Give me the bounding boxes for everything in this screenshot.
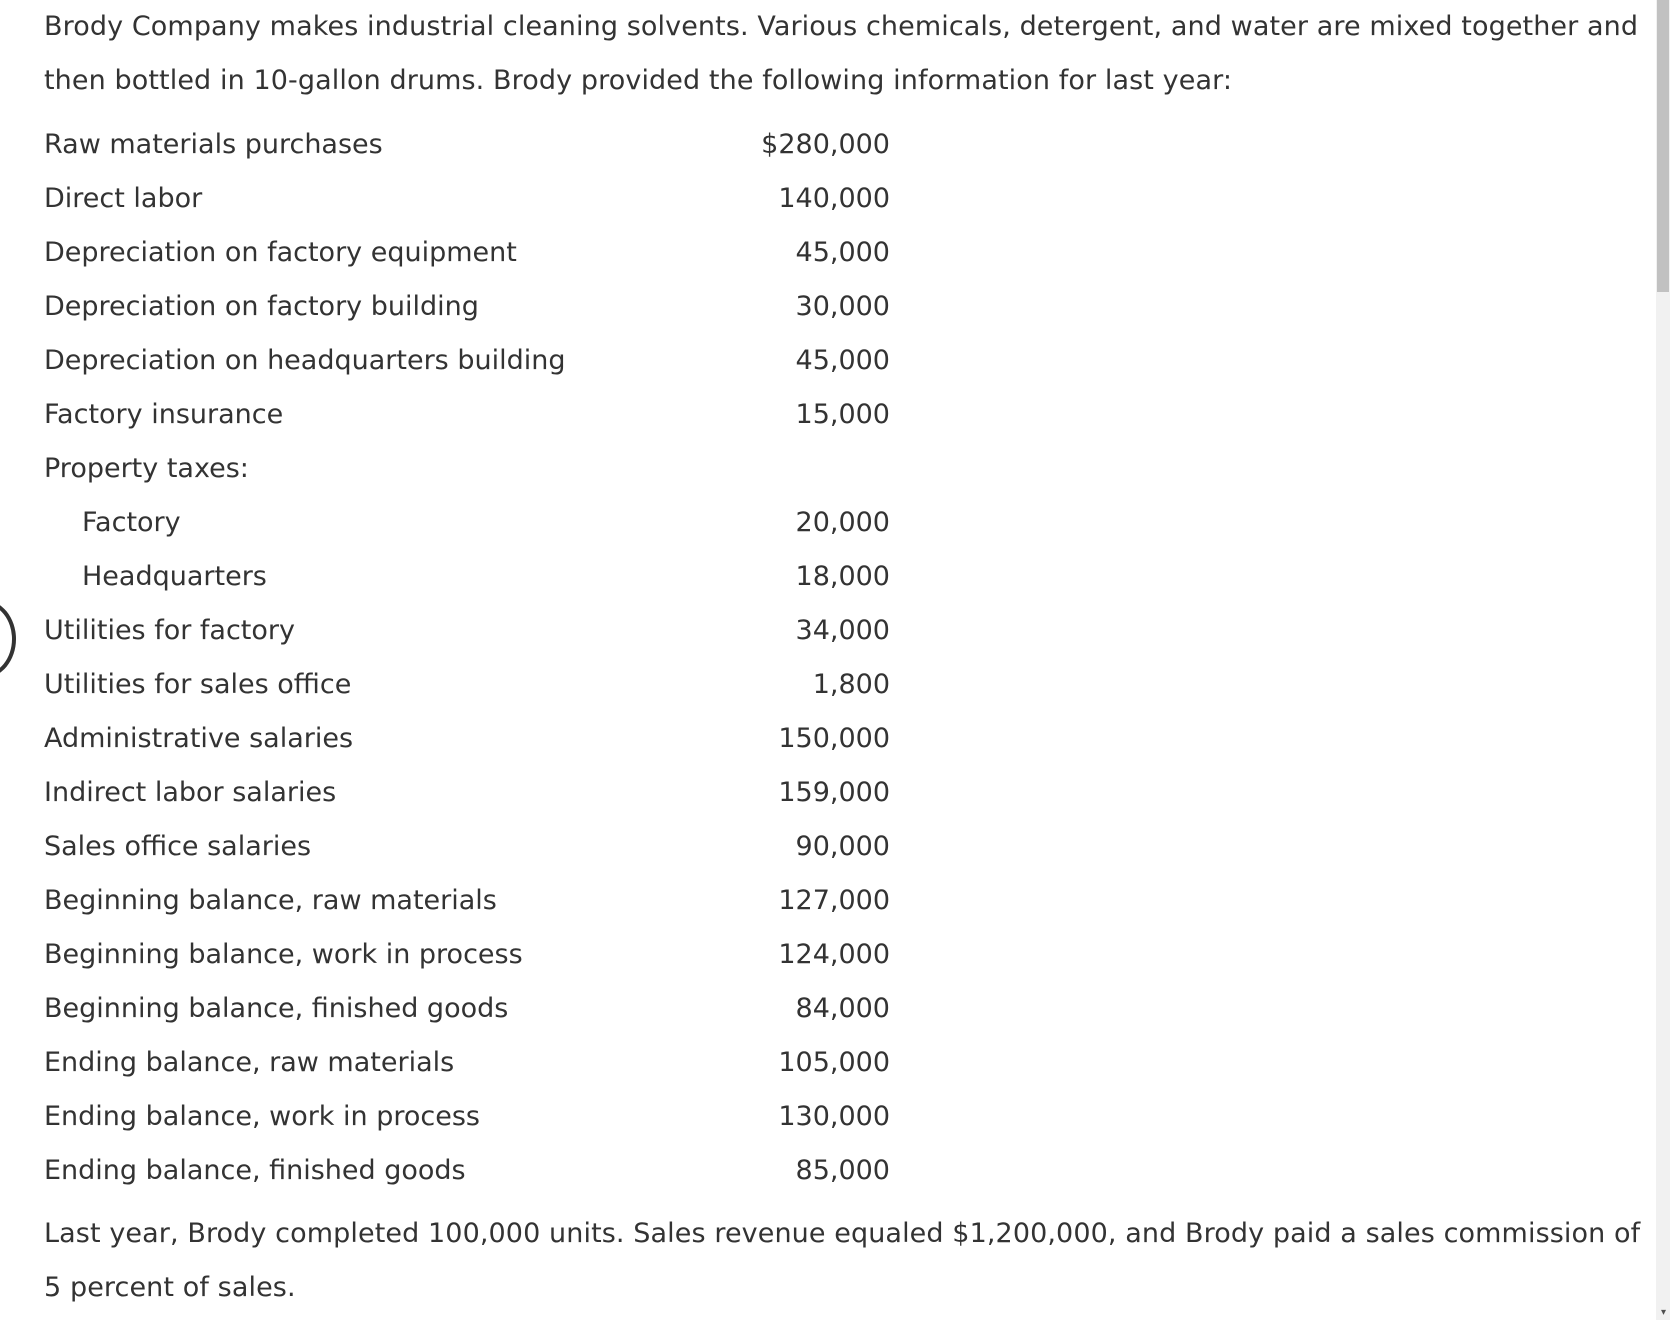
- row-value: 15,000: [795, 398, 890, 430]
- row-value: 130,000: [778, 1100, 890, 1132]
- row-label: Depreciation on factory building: [44, 290, 479, 322]
- cost-data-table: [44, 117, 890, 1197]
- row-value: 20,000: [795, 506, 890, 538]
- row-label: Depreciation on factory equipment: [44, 236, 517, 268]
- row-label: Indirect labor salaries: [44, 776, 337, 808]
- table-row: [44, 333, 890, 387]
- row-label: Ending balance, raw materials: [44, 1046, 455, 1078]
- problem-content: [44, 0, 1644, 1315]
- table-row: [44, 1089, 890, 1143]
- table-row: [44, 225, 890, 279]
- table-row: [44, 549, 890, 603]
- intro-paragraph: Brody Company makes industrial cleaning solvents. Various chemicals, detergent, and water are mixed together and then bottled in 10-gallon drums. Brody provided the following information for last year:: [44, 11, 1639, 96]
- row-value: [662, 441, 890, 495]
- row-value: 45,000: [795, 344, 890, 376]
- row-value: 140,000: [778, 182, 890, 214]
- row-label: Property taxes:: [44, 452, 249, 484]
- row-label: Utilities for factory: [44, 614, 295, 646]
- row-label: Depreciation on headquarters building: [44, 344, 566, 376]
- loading-ring-icon: [0, 600, 16, 678]
- row-label: Beginning balance, raw materials: [44, 884, 497, 916]
- row-value: 159,000: [778, 776, 890, 808]
- row-label: Direct labor: [44, 182, 203, 214]
- row-label: Sales office salaries: [44, 830, 312, 862]
- vertical-scrollbar[interactable]: [1656, 0, 1670, 1320]
- row-label: Utilities for sales office: [44, 668, 352, 700]
- scrollbar-thumb[interactable]: [1657, 0, 1669, 292]
- row-label: Ending balance, finished goods: [44, 1154, 466, 1186]
- table-row: [44, 171, 890, 225]
- table-row: [44, 603, 890, 657]
- table-row: [44, 711, 890, 765]
- row-value: 124,000: [778, 938, 890, 970]
- table-row: [44, 1035, 890, 1089]
- table-row: [44, 117, 890, 171]
- row-value: 105,000: [778, 1046, 890, 1078]
- row-value: $280,000: [761, 128, 890, 160]
- row-label: Ending balance, work in process: [44, 1100, 480, 1132]
- table-row: [44, 279, 890, 333]
- row-label: Raw materials purchases: [44, 128, 383, 160]
- row-value: 90,000: [795, 830, 890, 862]
- table-row: [44, 927, 890, 981]
- table-row: [44, 1143, 890, 1197]
- table-row: [44, 981, 890, 1035]
- table-row: [44, 387, 890, 441]
- row-label: Administrative salaries: [44, 722, 354, 754]
- table-row: [44, 873, 890, 927]
- row-label: Factory: [82, 506, 181, 538]
- row-value: 45,000: [795, 236, 890, 268]
- row-value: 34,000: [795, 614, 890, 646]
- row-label: Headquarters: [82, 560, 267, 592]
- row-label: Beginning balance, work in process: [44, 938, 523, 970]
- row-value: 84,000: [795, 992, 890, 1024]
- table-row: [44, 495, 890, 549]
- outro-paragraph: Last year, Brody completed 100,000 units. Sales revenue equaled $1,200,000, and Brody paid a sales commission of 5 percent of sales.: [44, 1218, 1641, 1303]
- table-row: [44, 441, 890, 495]
- table-row: [44, 657, 890, 711]
- table-row: [44, 819, 890, 873]
- scroll-down-arrow-icon[interactable]: ▾: [1660, 1307, 1666, 1318]
- table-row: [44, 765, 890, 819]
- row-label: Beginning balance, finished goods: [44, 992, 509, 1024]
- row-value: 127,000: [778, 884, 890, 916]
- row-value: 1,800: [812, 668, 890, 700]
- row-value: 18,000: [795, 560, 890, 592]
- row-label: Factory insurance: [44, 398, 284, 430]
- row-value: 30,000: [795, 290, 890, 322]
- row-value: 150,000: [778, 722, 890, 754]
- row-value: 85,000: [795, 1154, 890, 1186]
